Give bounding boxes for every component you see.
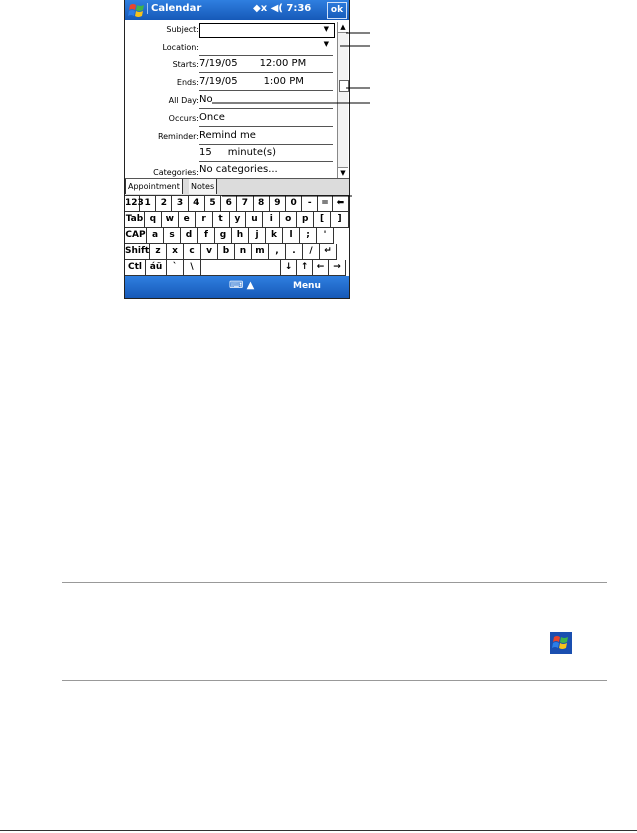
key[interactable]: -: [302, 196, 318, 212]
key[interactable]: ,: [269, 244, 286, 260]
key[interactable]: j: [249, 228, 266, 244]
key[interactable]: [: [314, 212, 331, 228]
key[interactable]: f: [198, 228, 215, 244]
key[interactable]: 0: [286, 196, 302, 212]
key[interactable]: 2: [156, 196, 172, 212]
note-bottom-rule: [62, 680, 607, 681]
starts-label: Starts:: [172, 60, 199, 69]
key[interactable]: l: [283, 228, 300, 244]
starts-time[interactable]: 12:00 PM: [259, 58, 307, 69]
key[interactable]: z: [150, 244, 167, 260]
key[interactable]: .: [286, 244, 303, 260]
all-day-label: All Day:: [168, 96, 199, 105]
ends-time[interactable]: 1:00 PM: [263, 76, 304, 87]
tab-appointment[interactable]: Appointment: [125, 179, 183, 194]
page-bottom-rule: [0, 830, 637, 831]
key[interactable]: 123: [125, 196, 140, 212]
key[interactable]: 8: [254, 196, 270, 212]
key[interactable]: k: [266, 228, 283, 244]
windows-flag-icon: [550, 632, 572, 654]
key[interactable]: a: [147, 228, 164, 244]
key[interactable]: `: [167, 260, 184, 276]
occurs-label: Occurs:: [168, 114, 199, 123]
key[interactable]: t: [213, 212, 230, 228]
key[interactable]: r: [196, 212, 213, 228]
key[interactable]: 9: [270, 196, 286, 212]
starts-date[interactable]: 7/19/05: [199, 58, 238, 69]
all-day-field[interactable]: No: [199, 94, 333, 109]
key[interactable]: e: [179, 212, 196, 228]
key[interactable]: c: [184, 244, 201, 260]
callout-lines: [0, 0, 637, 298]
key[interactable]: Tab: [125, 212, 145, 228]
reminder-label: Reminder:: [157, 132, 199, 141]
key[interactable]: o: [280, 212, 297, 228]
key[interactable]: ↵: [320, 244, 337, 260]
status-indicators[interactable]: ◆x ◀( 7:36: [253, 3, 312, 14]
key[interactable]: s: [164, 228, 181, 244]
key[interactable]: ⬅: [333, 196, 349, 212]
key[interactable]: m: [252, 244, 269, 260]
key[interactable]: p: [297, 212, 314, 228]
menu-button[interactable]: Menu: [293, 281, 321, 291]
key[interactable]: 5: [205, 196, 221, 212]
key[interactable]: v: [201, 244, 218, 260]
ends-date[interactable]: 7/19/05: [199, 76, 238, 87]
key[interactable]: h: [232, 228, 249, 244]
location-label: Location:: [162, 43, 199, 52]
key[interactable]: ←: [313, 260, 329, 276]
key[interactable]: ↑: [297, 260, 313, 276]
subject-dropdown-icon[interactable]: ▼: [323, 25, 329, 33]
key[interactable]: ': [317, 228, 334, 244]
key[interactable]: y: [230, 212, 247, 228]
key[interactable]: áü: [146, 260, 167, 276]
key[interactable]: CAP: [125, 228, 147, 244]
key[interactable]: q: [145, 212, 162, 228]
key[interactable]: ↓: [281, 260, 297, 276]
key[interactable]: w: [162, 212, 179, 228]
key[interactable]: 4: [189, 196, 205, 212]
reminder-unit[interactable]: minute(s): [227, 147, 277, 158]
key[interactable]: =: [318, 196, 332, 212]
keyboard-icon[interactable]: ⌨ ▲: [229, 280, 255, 291]
app-title: Calendar: [147, 3, 201, 14]
reminder-field[interactable]: Remind me: [199, 130, 333, 145]
reminder-number[interactable]: 15: [199, 147, 212, 158]
key[interactable]: g: [215, 228, 232, 244]
key[interactable]: ;: [300, 228, 317, 244]
occurs-field[interactable]: Once: [199, 112, 333, 127]
key[interactable]: 7: [237, 196, 253, 212]
key[interactable]: n: [235, 244, 252, 260]
key[interactable]: ]: [331, 212, 349, 228]
key[interactable]: 6: [221, 196, 237, 212]
key[interactable]: Shift: [125, 244, 150, 260]
key[interactable]: u: [246, 212, 263, 228]
scroll-up-arrow-icon[interactable]: ▲: [338, 22, 348, 33]
key[interactable]: /: [303, 244, 320, 260]
key[interactable]: →: [329, 260, 346, 276]
tab-notes[interactable]: Notes: [189, 179, 217, 194]
key[interactable]: 3: [172, 196, 188, 212]
categories-label: Categories:: [153, 168, 199, 177]
key[interactable]: \: [184, 260, 201, 276]
categories-field[interactable]: No categories...: [199, 164, 333, 179]
key[interactable]: x: [167, 244, 184, 260]
ends-label: Ends:: [176, 78, 199, 87]
key[interactable]: Ctl: [125, 260, 146, 276]
location-dropdown-icon[interactable]: ▼: [323, 40, 329, 48]
subject-label: Subject:: [166, 25, 199, 34]
key[interactable]: d: [181, 228, 198, 244]
scroll-down-arrow-icon[interactable]: ▼: [338, 167, 348, 178]
key[interactable]: b: [218, 244, 235, 260]
ok-button[interactable]: ok: [327, 2, 347, 19]
key[interactable]: 1: [140, 196, 156, 212]
key[interactable]: i: [263, 212, 280, 228]
note-top-rule: [62, 582, 607, 583]
